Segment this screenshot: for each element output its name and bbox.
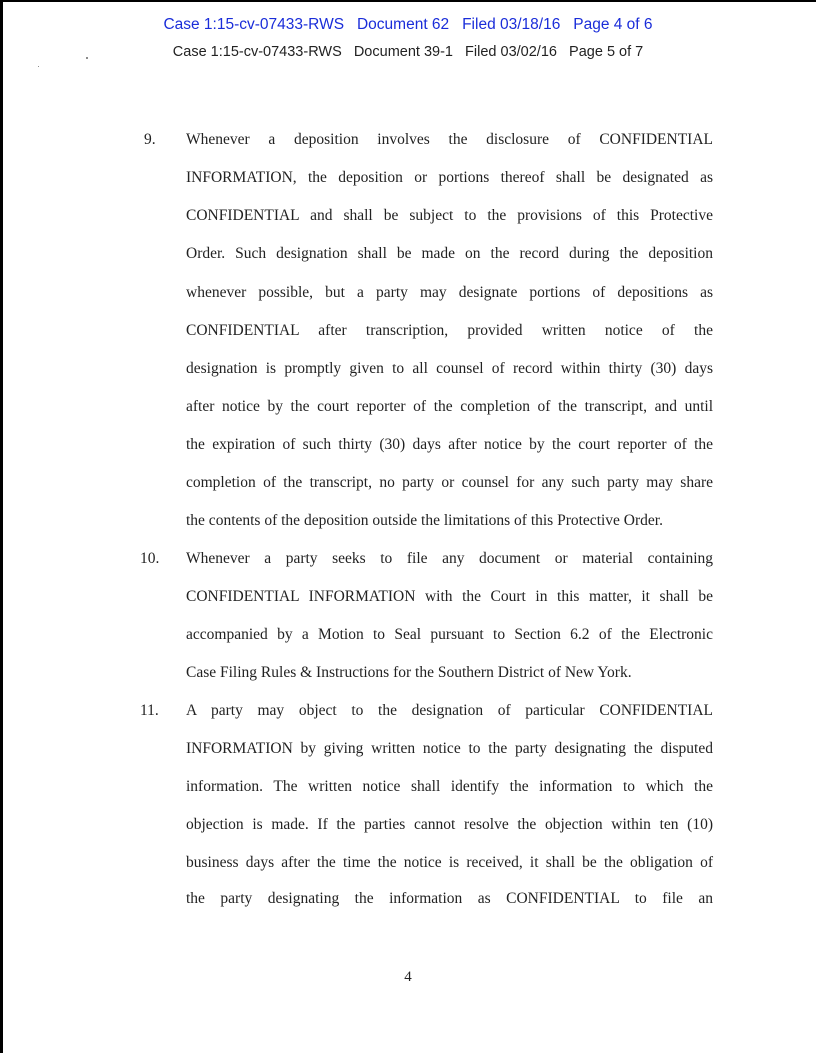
paragraph-number: 9. xyxy=(144,131,156,148)
paragraph-line: after notice by the court reporter of the completion of the transcript, and until xyxy=(186,398,713,415)
paragraph-line: completion of the transcript, no party or counsel for any such party may share xyxy=(186,474,713,491)
scan-speck xyxy=(38,66,39,67)
paragraph-line: business days after the time the notice is received, it shall be the obligation of xyxy=(186,854,713,871)
paragraph-line: the expiration of such thirty (30) days after notice by the court reporter of the xyxy=(186,436,713,453)
original-header-stamp: Case 1:15-cv-07433-RWS Document 39-1 Filed 03/02/16 Page 5 of 7 xyxy=(172,44,644,60)
page-number: 4 xyxy=(404,969,412,985)
paragraph-line: the party designating the information as CONFIDENTIAL to file an xyxy=(186,890,713,907)
paragraph-number: 11. xyxy=(140,702,159,719)
paragraph-line: CONFIDENTIAL after transcription, provided written notice of the xyxy=(186,322,713,339)
scan-speck xyxy=(86,57,88,59)
paragraph-line: whenever possible, but a party may designate portions of depositions as xyxy=(186,284,713,301)
paragraph-line: Case Filing Rules & Instructions for the Southern District of New York. xyxy=(186,664,632,681)
paragraph-line: accompanied by a Motion to Seal pursuant to Section 6.2 of the Electronic xyxy=(186,626,713,643)
paragraph-line: the contents of the deposition outside the limitations of this Protective Order. xyxy=(186,512,663,529)
paragraph-line: A party may object to the designation of particular CONFIDENTIAL xyxy=(186,702,713,719)
left-scan-border xyxy=(0,0,3,1053)
paragraph-line: INFORMATION by giving written notice to the party designating the disputed xyxy=(186,740,713,757)
top-border xyxy=(0,0,816,2)
paragraph-line: objection is made. If the parties cannot resolve the objection within ten (10) xyxy=(186,816,713,833)
paragraph-line: designation is promptly given to all counsel of record within thirty (30) days xyxy=(186,360,713,377)
paragraph-line: CONFIDENTIAL INFORMATION with the Court in this matter, it shall be xyxy=(186,588,713,605)
paragraph-line: CONFIDENTIAL and shall be subject to the provisions of this Protective xyxy=(186,207,713,224)
paragraph-line: Whenever a party seeks to file any document or material containing xyxy=(186,550,713,567)
paragraph-line: INFORMATION, the deposition or portions thereof shall be designated as xyxy=(186,169,713,186)
paragraph-line: information. The written notice shall identify the information to which the xyxy=(186,778,713,795)
paragraph-number: 10. xyxy=(140,550,160,567)
ecf-header-stamp: Case 1:15-cv-07433-RWS Document 62 Filed 03/18/16 Page 4 of 6 xyxy=(163,16,653,33)
paragraph-line: Whenever a deposition involves the disclosure of CONFIDENTIAL xyxy=(186,131,713,148)
paragraph-line: Order. Such designation shall be made on the record during the deposition xyxy=(186,245,713,262)
